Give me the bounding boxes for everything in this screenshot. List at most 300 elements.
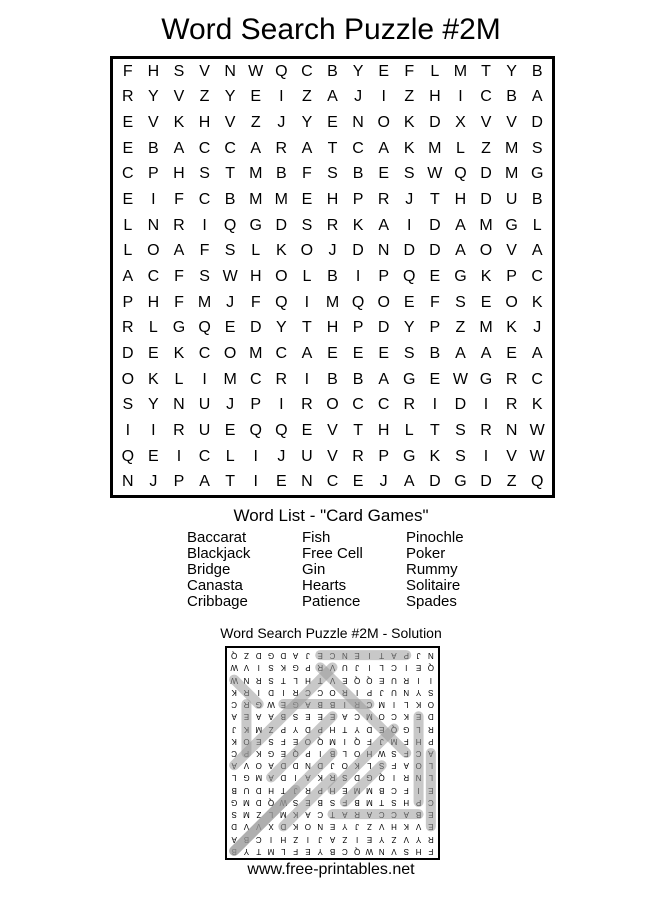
word-list-item: Baccarat	[187, 529, 247, 546]
puzzle-grid	[110, 56, 555, 498]
solution-letter: E	[305, 797, 311, 807]
word-list-item: Bridge	[187, 561, 231, 578]
grid-letter: F	[250, 293, 261, 311]
solution-letter: G	[292, 700, 299, 710]
solution-letter: Q	[427, 663, 434, 673]
grid-letter: C	[198, 447, 211, 465]
grid-letter: I	[202, 370, 207, 388]
solution-letter: V	[403, 834, 409, 844]
grid-letter: G	[454, 473, 467, 491]
grid-letter: M	[504, 139, 519, 157]
grid-letter: L	[225, 447, 235, 465]
word-list	[187, 530, 516, 610]
grid-letter: H	[429, 88, 441, 106]
solution-letter: J	[355, 822, 360, 832]
solution-letter: D	[366, 724, 373, 734]
grid-letter: I	[253, 447, 258, 465]
solution-letter: E	[428, 822, 434, 832]
grid-letter: R	[326, 216, 339, 234]
grid-letter: V	[173, 88, 185, 106]
grid-letter: S	[327, 165, 338, 183]
word-list-column	[302, 530, 406, 610]
word-list-item: Cribbage	[187, 593, 248, 610]
grid-letter: W	[529, 447, 545, 465]
grid-letter: E	[378, 344, 389, 362]
solution-letter: C	[317, 810, 324, 820]
grid-letter: E	[301, 191, 313, 209]
solution-letter: D	[280, 651, 287, 661]
solution-letter: Y	[415, 834, 422, 844]
grid-letter: B	[531, 191, 543, 209]
solution-letter: A	[428, 749, 434, 759]
word-list-column	[187, 530, 302, 610]
solution-letter: E	[379, 724, 385, 734]
solution-letter: H	[280, 834, 287, 844]
grid-letter: V	[224, 114, 236, 132]
grid-letter: Q	[275, 421, 288, 439]
solution-letter: T	[256, 846, 262, 856]
solution-letter: Y	[292, 724, 299, 734]
solution-letter: H	[329, 785, 336, 795]
grid-letter: A	[403, 473, 415, 491]
grid-letter: P	[429, 319, 441, 337]
grid-letter: K	[148, 370, 159, 388]
solution-letter: C	[341, 846, 348, 856]
grid-letter: H	[198, 114, 211, 132]
solution-letter: G	[243, 773, 250, 783]
grid-letter: F	[199, 242, 210, 260]
grid-letter: V	[506, 114, 517, 132]
grid-letter: I	[381, 88, 386, 106]
grid-letter: J	[149, 473, 158, 491]
grid-letter: R	[122, 88, 134, 106]
grid-letter: E	[301, 421, 313, 439]
solution-letter: R	[403, 773, 410, 783]
solution-letter: E	[329, 712, 336, 722]
grid-letter: U	[198, 421, 211, 439]
solution-letter: S	[428, 687, 434, 697]
grid-letter: T	[353, 421, 363, 439]
grid-letter: M	[274, 191, 288, 209]
word-list-item: Fish	[302, 529, 331, 546]
solution-letter: D	[280, 761, 287, 771]
grid-letter: A	[301, 139, 313, 157]
grid-letter: N	[122, 473, 134, 491]
solution-letter: I	[282, 687, 285, 697]
grid-letter: D	[429, 242, 441, 260]
grid-letter: B	[352, 370, 364, 388]
solution-letter: T	[330, 810, 335, 820]
grid-letter: H	[173, 165, 185, 183]
grid-letter: F	[429, 293, 440, 311]
solution-letter: R	[403, 675, 410, 685]
grid-letter: E	[122, 139, 134, 157]
grid-letter: C	[352, 139, 364, 157]
grid-letter: S	[531, 139, 543, 157]
solution-letter: Q	[378, 773, 385, 783]
grid-letter: E	[224, 421, 236, 439]
grid-letter: S	[403, 344, 415, 362]
grid-letter: D	[480, 165, 492, 183]
solution-letter: F	[403, 749, 409, 759]
solution-letter: Q	[267, 797, 275, 807]
grid-letter: Q	[275, 293, 288, 311]
grid-letter: A	[455, 344, 466, 362]
solution-letter: X	[268, 822, 274, 832]
solution-letter: N	[317, 822, 324, 832]
grid-letter: D	[454, 396, 467, 414]
solution-letter: P	[317, 724, 323, 734]
grid-letter: A	[199, 473, 210, 491]
grid-letter: O	[300, 242, 314, 260]
grid-letter: E	[224, 319, 236, 337]
grid-letter: R	[480, 421, 492, 439]
grid-letter: H	[326, 191, 339, 209]
grid-letter: I	[125, 421, 131, 439]
grid-letter: I	[407, 216, 412, 234]
grid-letter: B	[224, 191, 236, 209]
solution-letter: C	[378, 810, 385, 820]
grid-letter: K	[506, 319, 517, 337]
grid-letter: N	[301, 473, 313, 491]
grid-letter: J	[354, 88, 363, 106]
grid-letter: Q	[351, 293, 365, 311]
grid-letter: T	[225, 473, 236, 491]
solution-letter: L	[293, 675, 298, 685]
solution-letter: I	[319, 749, 322, 759]
solution-letter: G	[231, 797, 238, 807]
solution-letter: F	[280, 736, 286, 746]
grid-letter: N	[505, 421, 518, 439]
grid-letter: S	[455, 447, 466, 465]
grid-letter: S	[455, 293, 466, 311]
solution-letter: F	[342, 797, 348, 807]
grid-letter: N	[147, 216, 160, 234]
solution-letter: R	[317, 663, 324, 673]
grid-letter: A	[122, 267, 134, 285]
grid-letter: L	[302, 267, 312, 285]
solution-letter: H	[415, 846, 422, 856]
solution-letter: L	[367, 761, 372, 771]
grid-letter: M	[428, 139, 442, 157]
grid-letter: E	[122, 191, 134, 209]
solution-letter: A	[231, 761, 237, 771]
solution-letter: R	[354, 810, 360, 820]
grid-letter: Q	[454, 165, 467, 183]
solution-letter: W	[365, 846, 374, 856]
solution-letter: R	[354, 700, 360, 710]
solution-letter: V	[329, 675, 336, 685]
word-list-item: Hearts	[302, 577, 347, 594]
grid-letter: I	[304, 370, 310, 388]
word-list-item: Patience	[302, 593, 361, 610]
grid-letter: C	[301, 62, 313, 80]
solution-letter: D	[317, 761, 324, 771]
solution-letter: S	[268, 736, 274, 746]
solution-letter: R	[292, 687, 299, 697]
grid-letter: D	[429, 216, 441, 234]
solution-letter: K	[292, 822, 299, 832]
grid-letter: I	[483, 447, 489, 465]
grid-letter: I	[253, 473, 258, 491]
grid-letter: B	[148, 139, 159, 157]
grid-letter: E	[327, 114, 338, 132]
grid-letter: Q	[223, 216, 237, 234]
grid-letter: A	[378, 216, 389, 234]
solution-letter: N	[341, 651, 348, 661]
solution-letter: L	[416, 724, 421, 734]
grid-letter: N	[377, 242, 390, 260]
solution-letter: S	[329, 797, 336, 807]
solution-letter: E	[305, 846, 311, 856]
solution-letter: J	[355, 663, 360, 673]
solution-letter: R	[305, 785, 311, 795]
grid-letter: D	[480, 473, 492, 491]
grid-letter: W	[427, 165, 443, 183]
solution-letter: V	[379, 822, 385, 832]
grid-letter: V	[327, 447, 338, 465]
grid-letter: A	[531, 344, 543, 362]
grid-letter: B	[327, 62, 338, 80]
footer-url[interactable]: www.free-printables.net	[247, 861, 415, 878]
grid-letter: M	[325, 293, 340, 311]
grid-letter: C	[531, 267, 543, 285]
word-list-item: Spades	[406, 593, 457, 610]
grid-letter: G	[172, 319, 186, 337]
solution-letter: U	[243, 785, 250, 795]
grid-letter: Z	[506, 473, 517, 491]
grid-letter: W	[529, 421, 545, 439]
solution-letter: S	[391, 797, 397, 807]
solution-letter: N	[415, 773, 422, 783]
word-list-item: Poker	[406, 545, 446, 562]
grid-letter: C	[352, 396, 364, 414]
solution-letter: B	[243, 834, 250, 844]
solution-letter: B	[329, 700, 336, 710]
solution-letter: I	[257, 663, 260, 673]
grid-letter: N	[224, 62, 236, 80]
grid-letter: C	[224, 139, 236, 157]
grid-letter: N	[352, 114, 364, 132]
solution-letter: A	[342, 810, 348, 820]
grid-letter: J	[405, 191, 414, 209]
grid-letter: D	[352, 242, 364, 260]
grid-letter: C	[198, 191, 211, 209]
grid-letter: Y	[403, 319, 415, 337]
solution-letter: P	[428, 736, 434, 746]
solution-letter: V	[329, 663, 336, 673]
solution-letter: I	[355, 687, 359, 697]
grid-letter: F	[174, 191, 184, 209]
solution-letter: I	[294, 773, 297, 783]
solution-letter: L	[379, 663, 384, 673]
grid-letter: H	[326, 319, 339, 337]
solution-letter: M	[255, 724, 263, 734]
puzzle-title: Word Search Puzzle #2M	[161, 13, 501, 46]
solution-letter: I	[368, 651, 371, 661]
solution-letter: I	[257, 687, 260, 697]
grid-letter: V	[506, 242, 517, 260]
solution-letter: K	[292, 810, 299, 820]
grid-letter: P	[378, 267, 389, 285]
grid-letter: K	[429, 447, 441, 465]
grid-letter: E	[403, 293, 415, 311]
solution-letter: W	[230, 675, 238, 685]
grid-letter: M	[479, 216, 493, 234]
grid-letter: D	[122, 344, 134, 362]
solution-letter: B	[231, 785, 237, 795]
solution-letter: G	[403, 724, 410, 734]
grid-letter: D	[480, 191, 492, 209]
solution-letter: T	[317, 675, 323, 685]
solution-letter: P	[243, 749, 250, 759]
grid-letter: W	[248, 62, 264, 80]
solution-letter: Q	[353, 736, 361, 746]
grid-letter: Q	[275, 62, 288, 80]
solution-letter: J	[305, 651, 310, 661]
grid-letter: D	[249, 319, 262, 337]
solution-letter: M	[243, 797, 250, 807]
grid-letter: T	[302, 319, 312, 337]
solution-letter: E	[305, 712, 311, 722]
solution-letter: Z	[391, 834, 397, 844]
solution-letter: L	[231, 773, 237, 783]
grid-letter: M	[479, 319, 493, 337]
grid-letter: A	[378, 139, 389, 157]
grid-letter: Y	[275, 319, 287, 337]
grid-letter: A	[250, 139, 262, 157]
grid-letter: Q	[249, 421, 262, 439]
solution-letter: L	[428, 761, 434, 771]
grid-letter: O	[479, 242, 493, 260]
solution-letter: V	[243, 663, 250, 673]
grid-letter: K	[275, 242, 287, 260]
grid-letter: D	[429, 114, 441, 132]
grid-letter: E	[429, 370, 441, 388]
solution-letter: C	[427, 797, 434, 807]
solution-letter: R	[341, 687, 348, 697]
grid-letter: I	[279, 88, 284, 106]
solution-letter: G	[366, 773, 373, 783]
grid-letter: Q	[403, 267, 416, 285]
grid-letter: Z	[199, 88, 210, 106]
solution-letter: E	[243, 712, 250, 722]
solution-letter: O	[255, 761, 262, 771]
solution-letter: J	[293, 785, 298, 795]
solution-letter: Q	[353, 846, 361, 856]
solution-letter: O	[341, 761, 348, 771]
grid-letter: D	[531, 114, 543, 132]
solution-letter: L	[281, 846, 286, 856]
solution-letter: S	[268, 675, 274, 685]
solution-letter: G	[267, 651, 275, 661]
solution-letter: A	[342, 712, 348, 722]
grid-letter: K	[480, 267, 492, 285]
word-list-item: Free Cell	[302, 545, 363, 562]
solution-letter: T	[379, 651, 385, 661]
grid-letter: M	[504, 165, 519, 183]
grid-letter: L	[174, 370, 184, 388]
grid-letter: Y	[148, 88, 159, 106]
solution-letter: Z	[244, 651, 249, 661]
solution-letter: S	[379, 761, 385, 771]
grid-letter: O	[377, 114, 390, 132]
grid-letter: E	[148, 344, 159, 362]
solution-letter: F	[293, 846, 299, 856]
grid-letter: T	[429, 191, 440, 209]
grid-letter: P	[352, 319, 364, 337]
grid-letter: Q	[198, 319, 211, 337]
solution-letter: H	[305, 675, 311, 685]
solution-letter: K	[317, 773, 323, 783]
solution-letter: B	[415, 810, 422, 820]
solution-letter: B	[231, 846, 237, 856]
solution-letter: Y	[342, 822, 348, 832]
grid-letter: D	[403, 242, 416, 260]
solution-letter: R	[329, 773, 336, 783]
solution-letter: K	[403, 822, 409, 832]
grid-letter: F	[302, 165, 312, 183]
grid-letter: J	[533, 319, 542, 337]
grid-letter: Z	[455, 319, 466, 337]
grid-letter: S	[173, 62, 185, 80]
grid-letter: I	[432, 396, 438, 414]
grid-letter: Z	[404, 88, 415, 106]
grid-letter: A	[455, 216, 466, 234]
solution-letter: J	[379, 736, 384, 746]
solution-letter: D	[305, 724, 311, 734]
grid-letter: I	[355, 267, 361, 285]
solution-letter: O	[304, 822, 312, 832]
grid-letter: B	[506, 88, 517, 106]
grid-letter: E	[122, 114, 134, 132]
grid-letter: S	[199, 267, 210, 285]
grid-letter: E	[250, 88, 262, 106]
solution-letter: W	[377, 749, 386, 759]
solution-letter: E	[366, 834, 373, 844]
solution-letter: V	[243, 761, 250, 771]
grid-letter: A	[531, 88, 543, 106]
solution-letter: F	[403, 736, 409, 746]
solution-letter: J	[330, 761, 335, 771]
solution-letter: E	[428, 810, 434, 820]
grid-letter: J	[226, 293, 235, 311]
solution-letter: O	[304, 736, 312, 746]
grid-letter: C	[147, 267, 160, 285]
grid-letter: R	[122, 319, 134, 337]
grid-letter: O	[121, 370, 135, 388]
solution-letter: D	[280, 773, 287, 783]
word-list-item: Gin	[302, 561, 326, 578]
grid-letter: Y	[352, 62, 364, 80]
grid-letter: P	[352, 191, 364, 209]
solution-letter: B	[317, 700, 323, 710]
grid-letter: L	[251, 242, 261, 260]
grid-letter: R	[301, 396, 313, 414]
solution-letter: E	[415, 712, 422, 722]
grid-letter: E	[429, 267, 441, 285]
solution-letter: J	[416, 651, 421, 661]
grid-letter: K	[173, 344, 185, 362]
solution-letter: E	[280, 749, 287, 759]
solution-letter: C	[305, 687, 311, 697]
solution-letter: I	[355, 834, 359, 844]
solution-letter: L	[428, 773, 434, 783]
grid-letter: F	[174, 293, 184, 311]
solution-letter: V	[415, 822, 422, 832]
solution-letter: A	[268, 712, 274, 722]
grid-letter: S	[199, 165, 210, 183]
